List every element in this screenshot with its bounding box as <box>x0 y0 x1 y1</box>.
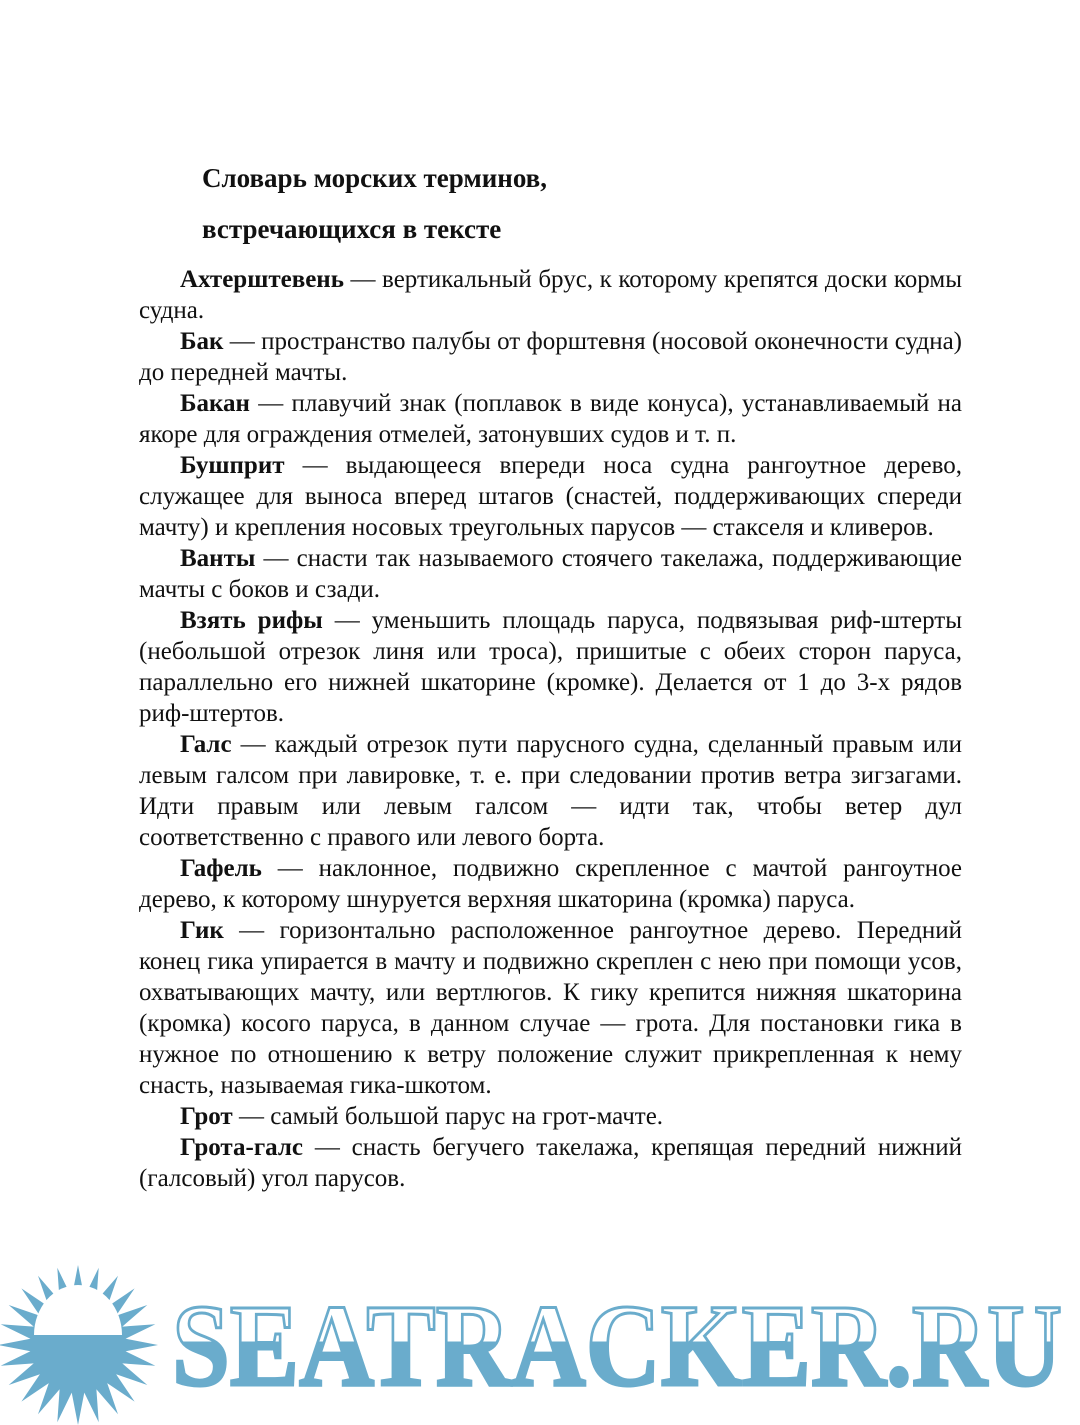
glossary-entry <box>139 729 962 853</box>
term: Взять рифы <box>180 607 323 634</box>
glossary-entry <box>139 605 962 729</box>
glossary-entry <box>139 450 962 543</box>
glossary-entry <box>139 388 962 450</box>
watermark-text: SEATRACKER.RU <box>172 1280 1062 1411</box>
glossary-entry <box>139 543 962 605</box>
glossary-entry <box>139 915 962 1101</box>
sun-icon <box>0 1265 158 1425</box>
term: Бак <box>180 328 224 355</box>
watermark-logo <box>0 1265 1080 1425</box>
definition: — пространство палубы от форштевня (носовой оконечности судна) до передней мачты. <box>139 328 962 386</box>
definition: — наклонное, подвижно скрепленное с мачтой рангоутное дерево, к которому шнуруется верхняя шкаторина (кромка) паруса. <box>139 855 962 913</box>
term: Грот <box>180 1103 233 1130</box>
definition: — каждый отрезок пути парусного судна, сделанный правым или левым галсом при лавировке, т. е. при следовании против ветра зигзагами. Идти правым или левым галсом — идти так, чтобы ветер дул соответственно с правого или левого борта. <box>139 731 962 851</box>
definition: — плавучий знак (поплавок в виде конуса), устанавливаемый на якоре для ограждения отмелей, затонувших судов и т. п. <box>139 390 962 448</box>
definition: — вертикальный брус, к которому крепятся доски кормы судна. <box>139 266 962 324</box>
title-line-2: встречающихся в тексте <box>202 214 502 244</box>
term: Галс <box>180 731 232 758</box>
definition: — уменьшить площадь паруса, подвязывая риф-штерты (небольшой отрезок линя или троса), пришитые с обеих сторон паруса, параллельно его нижней шкаторине (кромке). Делается от 1 до 3-х рядов риф-штертов. <box>139 607 963 727</box>
title-line-1: Словарь морских терминов, <box>202 163 548 193</box>
glossary-entry <box>139 1101 962 1132</box>
term: Гик <box>180 917 224 944</box>
glossary-entry <box>139 264 962 326</box>
definition: — снасть бегучего такелажа, крепящая передний нижний (галсовый) угол парусов. <box>139 1134 962 1192</box>
term: Бушприт <box>180 452 285 479</box>
term: Гафель <box>180 855 262 882</box>
term: Ванты <box>180 545 256 572</box>
glossary-entry <box>139 326 962 388</box>
definition: — снасти так называемого стоячего такелажа, поддерживающие мачты с боков и сзади. <box>139 545 962 603</box>
definition: — самый большой парус на грот-мачте. <box>232 1103 664 1130</box>
term: Ахтерштевень <box>180 266 344 293</box>
definition: — горизонтально расположенное рангоутное дерево. Передний конец гика упирается в мачту и подвижно скреплен с нею при помощи усов, охватывающих мачту, или вертлюгов. К гику крепится нижняя шкаторина (кромка) косого паруса, в данном случае — грота. Для постановки гика в нужное по отношению к ветру положение служит прикрепленная к нему снасть, называемая гика-шкотом. <box>139 917 962 1099</box>
glossary <box>139 264 962 1194</box>
term: Грота-галс <box>180 1134 304 1161</box>
term: Бакан <box>180 390 250 417</box>
glossary-entry <box>139 1132 962 1194</box>
glossary-entry <box>139 853 962 915</box>
definition: — выдающееся впереди носа судна рангоутное дерево, служащее для выноса вперед штагов (снастей, поддерживающих спереди мачту) и крепления носовых треугольных парусов — стакселя и кливеров. <box>139 452 962 541</box>
